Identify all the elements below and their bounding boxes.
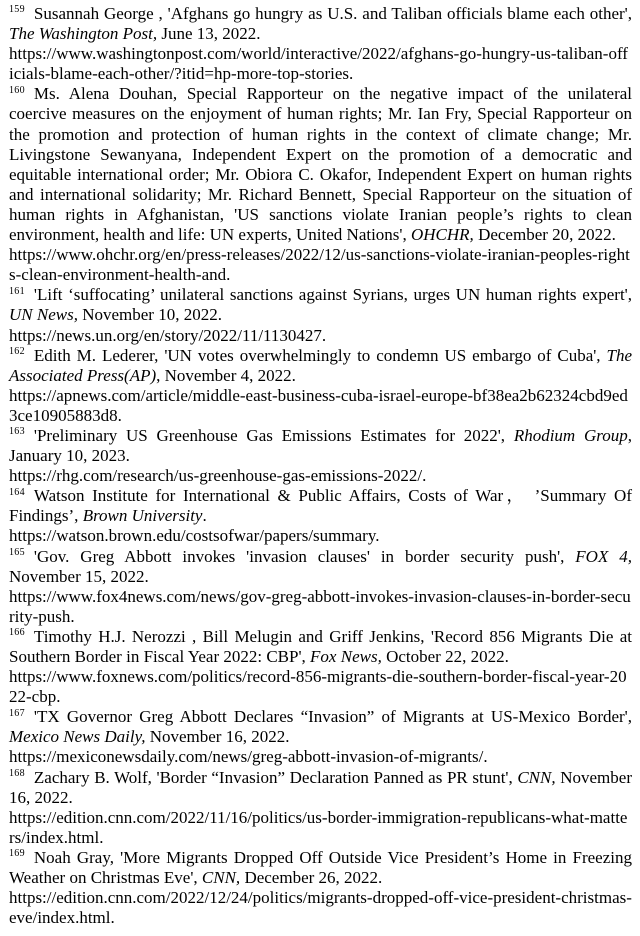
footnote-url: https://news.un.org/en/story/2022/11/1130427.	[9, 325, 327, 345]
footnote-citation	[9, 84, 632, 244]
footnote-url: https://www.washingtonpost.com/world/interactive/2022/afghans-go-hungry-us-taliban-officials-blame-each-other/?itid=hp-more-top-stories.	[9, 44, 628, 84]
citation-text: November 10, 2022.	[77, 305, 222, 325]
footnote	[9, 547, 632, 627]
footnote-citation	[9, 707, 632, 746]
footnote-url: https://edition.cnn.com/2022/12/24/politics/migrants-dropped-off-vice-president-christmas-eve/index.html.	[9, 888, 632, 928]
citation-text: 'Preliminary US Greenhouse Gas Emissions Estimates for 2022',	[33, 425, 514, 445]
footnote	[9, 768, 632, 848]
citation-text: December 26, 2022.	[240, 868, 383, 888]
footnote-number: 160	[9, 84, 25, 96]
publication-title: Rhodium Group	[513, 425, 628, 445]
footnote-citation	[9, 285, 632, 324]
footnote	[9, 486, 632, 546]
footnote-number: 168	[9, 767, 25, 779]
publication-title: CNN,	[517, 767, 556, 787]
footnote-number: 169	[9, 848, 25, 860]
publication-title: The Washington Post,	[9, 24, 158, 44]
citation-text: November 15, 2022.	[9, 566, 149, 586]
footnote-url: https://rhg.com/research/us-greenhouse-gas-emissions-2022/.	[9, 466, 427, 486]
footnote	[9, 426, 632, 486]
publication-title: The Associated Press(AP)	[9, 345, 632, 385]
citation-text: Susannah George , 'Afghans go hungry as U.S. and Taliban officials blame each other',	[33, 4, 632, 23]
footnote	[9, 848, 632, 928]
footnote-citation	[9, 627, 632, 666]
citation-text: .	[202, 506, 207, 526]
citation-text: , January 10, 2023.	[9, 425, 632, 466]
footnote-number: 162	[9, 345, 25, 357]
footnote-url: https://apnews.com/article/middle-east-business-cuba-israel-europe-bf38ea2b62324cbd9ed3ce10905883d8.	[9, 385, 628, 425]
footnote-citation	[9, 547, 632, 586]
footnotes-list	[9, 4, 632, 928]
citation-text: Watson Institute for International & Public Affairs, Costs of War， ’Summary Of Findings’,	[9, 486, 632, 526]
citation-text: November 16, 2022.	[9, 767, 632, 807]
publication-title: Mexico News Daily,	[9, 727, 146, 747]
footnote-url: https://mexiconewsdaily.com/news/greg-abbott-invasion-of-migrants/.	[9, 747, 488, 767]
footnote-number: 159	[9, 4, 25, 16]
citation-text: 'TX Governor Greg Abbott Declares “Invasion” of Migrants at US-Mexico Border',	[33, 707, 632, 727]
citation-text: June 13, 2022.	[157, 24, 261, 44]
citation-text: , November 4, 2022.	[156, 365, 296, 385]
footnote	[9, 84, 632, 285]
footnote	[9, 346, 632, 426]
footnote-url: https://www.fox4news.com/news/gov-greg-abbott-invokes-invasion-clauses-in-border-security-push.	[9, 586, 631, 626]
footnote-url: https://www.ohchr.org/en/press-releases/2022/12/us-sanctions-violate-iranian-peoples-rights-clean-environment-health-and.	[9, 245, 630, 285]
footnote-number: 165	[9, 546, 25, 558]
publication-title: OHCHR,	[411, 225, 474, 245]
citation-text: October 22, 2022.	[381, 647, 509, 666]
citation-text: Zachary B. Wolf, 'Border “Invasion” Declaration Panned as PR stunt',	[33, 767, 518, 787]
footnote-citation	[9, 486, 632, 525]
citation-text: Edith M. Lederer, 'UN votes overwhelmingly to condemn US embargo of Cuba',	[33, 345, 607, 365]
citation-text: Timothy H.J. Nerozzi , Bill Melugin and Griff Jenkins, 'Record 856 Migrants Die at Southern Border in Fiscal Year 2022: CBP',	[9, 626, 632, 666]
footnote-url: https://edition.cnn.com/2022/11/16/politics/us-border-immigration-republicans-what-matters/index.html.	[9, 807, 628, 847]
footnote	[9, 285, 632, 345]
footnote-number: 164	[9, 486, 25, 498]
citation-text: Noah Gray, 'More Migrants Dropped Off Outside Vice President’s Home in Freezing Weather on Christmas Eve',	[9, 847, 632, 888]
footnote-citation	[9, 768, 632, 807]
footnote-citation	[9, 848, 632, 887]
publication-title: UN News,	[9, 305, 78, 325]
citation-text: 'Lift ‘suffocating’ unilateral sanctions against Syrians, urges UN human rights expert',	[33, 285, 632, 305]
footnote-number: 166	[9, 627, 25, 639]
citation-text: December 20, 2022.	[473, 225, 616, 245]
citation-text: Ms. Alena Douhan, Special Rapporteur on the negative impact of the unilateral coercive measures on the enjoyment of human rights; Mr. Ian Fry, Special Rapporteur on the promotion and protection of human rights in the context of climate change; Mr. Livingstone Sewanyana, Independent Expert on the promotion of a democratic and equitable international order; Mr. Obiora C. Okafor, Independent Expert on human rights and international solidarity; Mr. Richard Bennett, Special Rapporteur on the situation of human rights in Afghanistan, 'US sanctions violate Iranian people’s rights to clean environment, health and life: UN experts, United Nations',	[9, 84, 632, 245]
footnote	[9, 707, 632, 767]
footnote-url: https://watson.brown.edu/costsofwar/papers/summary.	[9, 526, 380, 546]
citation-text: 'Gov. Greg Abbott invokes 'invasion clauses' in border security push',	[33, 546, 576, 566]
footnote-citation	[9, 426, 632, 465]
footnote-url: https://www.foxnews.com/politics/record-856-migrants-die-southern-border-fiscal-year-2022-cbp.	[9, 667, 627, 707]
footnote-number: 163	[9, 426, 25, 438]
citation-text: November 16, 2022.	[145, 727, 290, 747]
publication-title: Brown University	[82, 506, 203, 526]
footnote-citation	[9, 346, 632, 385]
footnote	[9, 4, 632, 84]
publication-title: Fox News,	[310, 647, 382, 666]
footnote-number: 167	[9, 707, 25, 719]
footnote	[9, 627, 632, 707]
publication-title: CNN,	[201, 868, 241, 888]
publication-title: FOX 4,	[575, 546, 633, 566]
footnote-citation	[9, 4, 632, 43]
footnote-number: 161	[9, 285, 25, 297]
